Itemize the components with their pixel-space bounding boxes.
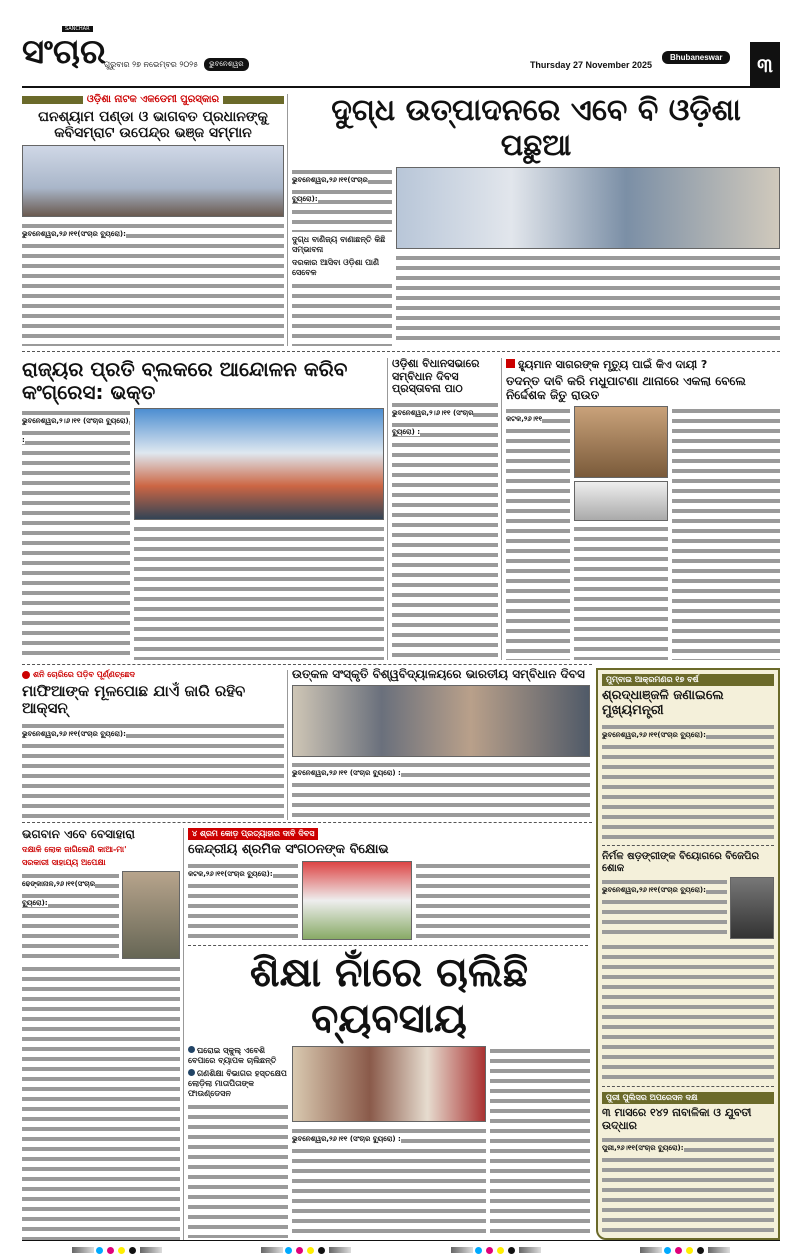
headline[interactable]: ଦୁଗ୍ଧ ଉତ୍ପାଦନରେ ଏବେ ବି ଓଡ଼ିଶା ପଛୁଆ [331,93,741,163]
date-odia: ଗୁରୁବାର ୨୭ ନଭେମ୍ବର ୨୦୨୫ [104,59,199,69]
milk-photo [396,167,780,249]
headline[interactable]: ଘନଶ୍ୟାମ ପଣ୍ଡା ଓ ଭାଗବତ ପ୍ରଧାନଙ୍କୁ କବିସମ୍ରାଟ ଉପେନ୍ଦ୍ର ଭଞ୍ଜ ସମ୍ମାନ [38,109,268,142]
puri-kicker: ପୁରୀ ପୁଲିସର ଅପରେସନ ଦକ୍ଷ [602,1092,774,1104]
edition-badge: Bhubaneswar [662,51,730,64]
body-text: ଭୁବନେଶ୍ୱର,୨।୬।୧୧ (ସଂଚାର ବ୍ୟୁରୋ) : [392,400,498,660]
kicker: ୪ ଶ୍ରମ କୋଡ଼ ପ୍ରତ୍ୟାହାର ଦାବି ଦିବସ [188,828,590,840]
body-text: ଭୁବନେଶ୍ୱର,୨୬।୧୧ (ସଂଚାର ବ୍ୟୁରୋ) : [292,760,590,820]
subhead-1: ଘରୋଇ ସ୍କୁଲ୍ ଏବେଶି ବେପାରେ ବ୍ୟାପକ ଚାଲିଛନ୍ତି [188,1046,277,1065]
article-milk [292,94,780,346]
nirmal-headline[interactable]: ନିର୍ମଳ ଷଡ଼ଙ୍ଗୀଙ୍କ ବିୟୋଗରେ ବିଜେପିର ଶୋକ [602,851,760,874]
headline[interactable]: ରାଜ୍ୟର ପ୍ରତି ବ୍ଲକରେ ଆନ୍ଦୋଳନ କରିବ କଂଗ୍ରେସ: ଭକ୍ତ [22,357,348,404]
article-bhagaban [22,828,180,1240]
edition-odia: ଭୁବନେଶ୍ୱର [204,58,248,71]
body-text: ଭୁବନେଶ୍ୱର,୨୬।୧୧(ସଂଚାର ବ୍ୟୁରୋ): [22,721,284,819]
article-human-sagar [506,358,780,660]
body-text: ଭୁବନେଶ୍ୱର,୨୬।୧୧(ସଂଚାର ବ୍ୟୁରୋ): [22,221,284,346]
right-box [596,668,780,1240]
subhead-1: ଦୁଗ୍ଧ ବାଣିଜ୍ୟ ବାଣାଛନ୍ତି କିଛି ସମ୍ଭାବନା [292,235,386,254]
headline[interactable]: ତଦନ୍ତ ଦାବି କରି ମଧୁପାଟଣା ଥାନାରେ ଏକଲା ବେଲେ ନିର୍ଦ୍ଦେଶକ ଜିତୁ ରାଉତ [506,374,746,402]
masthead-dateline [104,58,374,71]
article-utkal [292,668,590,820]
headline[interactable]: ଶିକ୍ଷା ନାଁରେ ଚାଲିଛି ବ୍ୟବସାୟ [249,950,529,1042]
nirmal-body: ଭୁବନେଶ୍ୱର,୨୬।୧୧(ସଂଚାର ବ୍ୟୁରୋ): [602,877,727,939]
headline[interactable]: ଉତ୍କଳ ସଂସ୍କୃତି ବିଶ୍ୱବିଦ୍ୟାଳୟରେ ଭାରତୀୟ ସମ୍ବିଧାନ ଦିବସ [292,667,585,681]
subhead-1: ଦକ୍ଷାଳି ଲୋକ ଜାଗିଲେଣି କାଆ-ମା' [22,844,127,854]
award-photo [22,145,284,217]
kicker: ଶନି ଚୋରିରେ ପଡ଼ିବ ପୂର୍ଣ୍ଣଚ୍ଛେଦ [33,670,136,679]
article-mafia [22,670,284,818]
mumbai-body: ଭୁବନେଶ୍ୱର,୨୬।୧୧(ସଂଚାର ବ୍ୟୁରୋ): [602,722,774,841]
human-photo-1 [574,406,668,478]
mumbai-headline[interactable]: ଶ୍ରଦ୍ଧାଞ୍ଜଳି ଜଣାଇଲେ ମୁଖ୍ୟମନ୍ତ୍ରୀ [602,688,724,718]
labour-photo [302,861,412,940]
article-assembly [392,358,498,660]
education-photo [292,1046,486,1122]
congress-photo [134,408,384,520]
article-education [188,950,590,1238]
body-text: ଢେଙ୍କାନାଳ,୨୬।୧୧(ସଂଚାର ବ୍ୟୁରୋ): [22,871,119,961]
article-labour [188,828,590,940]
bhagaban-photo [122,871,180,959]
body-text: କଟକ,୨୬।୧୧(ସଂଚାର ବ୍ୟୁରୋ): [188,861,298,940]
headline[interactable]: ଭଗବାନ ଏବେ ବେସାହାରା [22,827,135,841]
page-number: ୩ [750,42,780,88]
puri-body: ପୁରୀ,୨୬।୧୧(ସଂଚାର ବ୍ୟୁରୋ): [602,1135,774,1234]
headline[interactable]: ଓଡ଼ିଶା ବିଧାନସଭାରେ ସମ୍ବିଧାନ ଦିବସ ପ୍ରସ୍ତାବନା ପାଠ [392,357,480,396]
puri-headline[interactable]: ୩ ମାସରେ ୧୪୨ ନାବାଳିକା ଓ ଯୁବତୀ ଉଦ୍ଧାର [602,1105,752,1132]
date-en: Thursday 27 November 2025 [529,60,652,70]
headline[interactable]: ମାଫିଆଙ୍କ ମୂଳପୋଛ ଯାଏଁ ଜାରି ରହିବ ଆକ୍ସନ୍ [22,682,246,718]
article-congress [22,358,384,660]
body-text: ଭୁବନେଶ୍ୱର,୨।୬।୧୧ (ସଂଚାର ବ୍ୟୁରୋ) : [22,408,130,660]
headline[interactable]: କେନ୍ଦ୍ରୀୟ ଶ୍ରମିକ ସଂଗଠନଙ୍କ ବିକ୍ଷୋଭ [188,842,389,857]
logo-small: SANCHAR [62,26,93,32]
logo[interactable]: ସଂଚାର [22,32,106,72]
print-color-bar [22,1240,780,1259]
subhead-2: ସରକାରୀ ସାହାଯ୍ୟ ଅପେକ୍ଷା [22,857,106,867]
body-text: ଭୁବନେଶ୍ୱର,୨୬।୧୧ (ସଂଚାର ବ୍ୟୁରୋ) : [292,1126,486,1238]
body-text: କଟକ,୨୬।୧୧ [506,406,570,660]
subhead-2: ଦରକାର ଆସିବା ଓଡ଼ିଶା ପାଣି ସେବେଳ [292,258,380,277]
nirmal-photo [730,877,774,939]
subhead-2: ଗଣଶିକ୍ଷା ବିଭାଗର ହସ୍ତକ୍ଷେପ ଲୋଡ଼ିଲା ମାତାପିତାଙ୍କ ଫାଉଣ୍ଡେସନ [188,1069,287,1098]
mumbai-kicker: ମୁମ୍ବାଇ ଆକ୍ରମଣର ୧୭ ବର୍ଷ [602,674,774,686]
utkal-photo [292,685,590,757]
masthead [22,28,780,88]
kicker: ହ୍ୟୁମାନ ସାଗରଙ୍କ ମୃତ୍ୟୁ ପାଇଁ କିଏ ଦାୟୀ ? [506,358,780,372]
body-text: ଭୁବନେଶ୍ୱର,୨୬।୧୧(ସଂଚାର ବ୍ୟୁରୋ): [292,167,392,232]
human-photo-2 [574,481,668,521]
article-award [22,94,284,346]
kicker: ଓଡ଼ିଶା ନାଟକ ଏକଡେମୀ ପୁରସ୍କାର [22,94,284,105]
